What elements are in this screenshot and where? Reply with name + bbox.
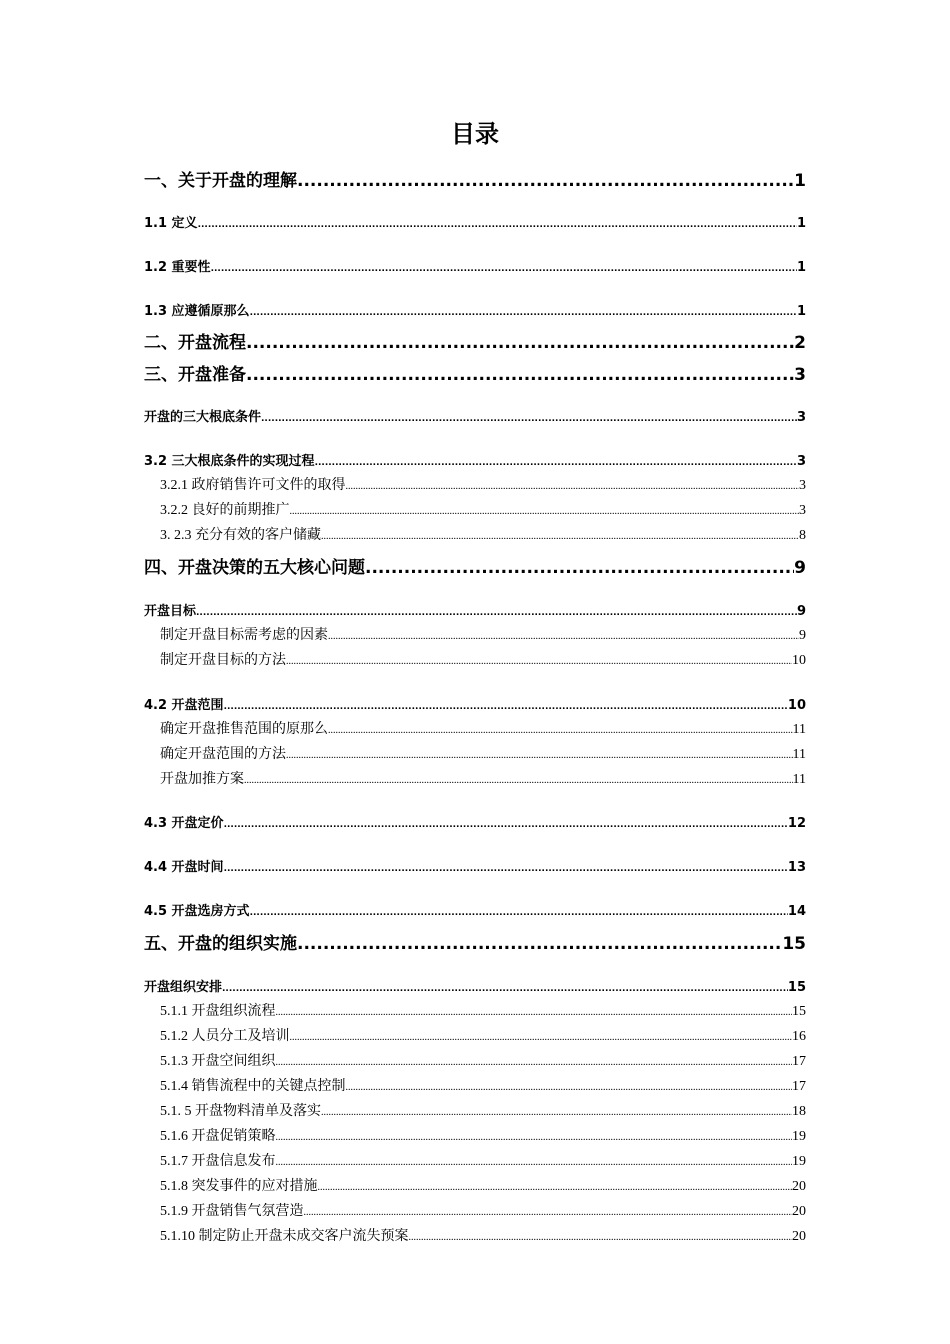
toc-entry-level3[interactable] <box>160 1200 806 1220</box>
toc-entry-label: 3.2.1 政府销售许可文件的取得 <box>160 478 346 493</box>
toc-entry-level3[interactable] <box>160 1075 806 1095</box>
toc-entry-label: 4.5 开盘选房方式 <box>144 904 250 919</box>
toc-entry-label: 一、关于开盘的理解 <box>144 171 297 191</box>
toc-entry-label: 三、开盘准备 <box>144 365 246 385</box>
toc-leader-dots <box>276 1129 793 1145</box>
toc-entry-label: 5.1.1 开盘组织流程 <box>160 1004 276 1019</box>
toc-entry-level2[interactable] <box>144 812 806 830</box>
toc-entry-label: 3.2 三大根底条件的实现过程 <box>144 454 315 469</box>
toc-entry-label: 3.2.2 良好的前期推广 <box>160 503 290 518</box>
toc-leader-dots <box>321 1104 792 1120</box>
toc-entry-level3[interactable] <box>160 474 806 494</box>
toc-leader-dots <box>304 1204 793 1220</box>
toc-entry-label: 开盘目标 <box>144 604 197 619</box>
toc-page-number: 13 <box>787 860 806 875</box>
toc-entry-level3[interactable] <box>160 743 806 763</box>
toc-page-number: 20 <box>792 1229 806 1244</box>
toc-page-number: 10 <box>792 653 806 668</box>
toc-entry-level1[interactable] <box>144 360 806 384</box>
toc-entry-level2[interactable] <box>144 856 806 874</box>
toc-entry-label: 确定开盘推售范围的原那么 <box>160 722 328 737</box>
toc-leader-dots <box>409 1229 793 1245</box>
toc-page-number: 11 <box>792 772 806 787</box>
toc-entry-level3[interactable] <box>160 624 806 644</box>
toc-leader-dots <box>250 904 788 919</box>
toc-entry-level3[interactable] <box>160 1050 806 1070</box>
toc-leader-dots <box>198 216 797 231</box>
toc-entry-level2[interactable] <box>144 406 806 424</box>
toc-entry-level3[interactable] <box>160 1225 806 1245</box>
toc-leader-dots <box>328 722 793 738</box>
toc-leader-dots <box>196 604 797 619</box>
toc-leader-dots <box>321 528 799 544</box>
toc-page-number: 1 <box>796 216 806 231</box>
toc-entry-level1[interactable] <box>144 166 806 190</box>
toc-page-number: 17 <box>792 1079 806 1094</box>
toc-page-number: 19 <box>792 1129 806 1144</box>
toc-entry-label: 开盘组织安排 <box>144 980 223 995</box>
toc-page-number: 15 <box>782 934 806 954</box>
toc-entry-level3[interactable] <box>160 718 806 738</box>
toc-page-number: 1 <box>796 260 806 275</box>
toc-page-number: 15 <box>787 980 806 995</box>
toc-entry-label: 1.3 应遵循原那么 <box>144 304 250 319</box>
toc-entry-level3[interactable] <box>160 1175 806 1195</box>
toc-page-number: 3 <box>796 410 806 425</box>
toc-entry-level3[interactable] <box>160 1000 806 1020</box>
toc-entry-label: 确定开盘范围的方法 <box>160 747 286 762</box>
toc-entry-label: 5.1.9 开盘销售气氛营造 <box>160 1204 304 1219</box>
toc-entry-level2[interactable] <box>144 256 806 274</box>
toc-entry-level3[interactable] <box>160 1125 806 1145</box>
toc-entry-level2[interactable] <box>144 300 806 318</box>
toc-page-number: 9 <box>799 628 806 643</box>
toc-entry-label: 开盘加推方案 <box>160 772 244 787</box>
toc-leader-dots <box>276 1054 793 1070</box>
toc-title: 目录 <box>451 120 499 148</box>
toc-page-number: 11 <box>792 722 806 737</box>
toc-entry-label: 制定开盘目标的方法 <box>160 653 286 668</box>
toc-entry-level3[interactable] <box>160 1150 806 1170</box>
toc-entry-level2[interactable] <box>144 694 806 712</box>
toc-page-number: 8 <box>799 528 806 543</box>
toc-page-number: 18 <box>792 1104 806 1119</box>
toc-page-number: 9 <box>796 604 806 619</box>
toc-leader-dots <box>297 934 782 954</box>
toc-page-number: 1 <box>794 171 806 191</box>
toc-entry-label: 二、开盘流程 <box>144 333 246 353</box>
toc-page-number: 14 <box>787 904 806 919</box>
toc-leader-dots <box>276 1004 793 1020</box>
toc-entry-level3[interactable] <box>160 1025 806 1045</box>
toc-entry-level2[interactable] <box>144 900 806 918</box>
toc-leader-dots <box>286 653 792 669</box>
toc-leader-dots <box>244 772 793 788</box>
toc-page-number: 12 <box>787 816 806 831</box>
toc-page-number: 20 <box>792 1179 806 1194</box>
toc-page-number: 3 <box>799 478 806 493</box>
toc-page-number: 3 <box>799 503 806 518</box>
toc-leader-dots <box>224 860 788 875</box>
toc-entry-label: 5.1.8 突发事件的应对措施 <box>160 1179 318 1194</box>
toc-entry-label: 5.1. 5 开盘物料清单及落实 <box>160 1104 321 1119</box>
toc-entry-label: 开盘的三大根底条件 <box>144 410 262 425</box>
toc-entry-label: 4.3 开盘定价 <box>144 816 224 831</box>
toc-page-number: 19 <box>792 1154 806 1169</box>
toc-entry-label: 五、开盘的组织实施 <box>144 934 297 954</box>
toc-page-number: 2 <box>794 333 806 353</box>
toc-leader-dots <box>261 410 797 425</box>
toc-entry-label: 5.1.4 销售流程中的关键点控制 <box>160 1079 346 1094</box>
toc-leader-dots <box>211 260 797 275</box>
toc-leader-dots <box>318 1179 793 1195</box>
toc-entry-level1[interactable] <box>144 929 806 953</box>
toc-entry-label: 3. 2.3 充分有效的客户储藏 <box>160 528 321 543</box>
toc-page-number: 11 <box>792 747 806 762</box>
toc-leader-dots <box>346 478 800 494</box>
toc-entry-level3[interactable] <box>160 524 806 544</box>
toc-leader-dots <box>276 1154 793 1170</box>
toc-entry-label: 4.4 开盘时间 <box>144 860 224 875</box>
toc-entry-label: 制定开盘目标需考虑的因素 <box>160 628 328 643</box>
toc-entry-level2[interactable] <box>144 212 806 230</box>
toc-page-number: 16 <box>792 1029 806 1044</box>
toc-entry-label: 1.2 重要性 <box>144 260 211 275</box>
toc-entry-level2[interactable] <box>144 600 806 618</box>
toc-entry-label: 5.1.10 制定防止开盘未成交客户流失预案 <box>160 1229 409 1244</box>
toc-entry-label: 5.1.7 开盘信息发布 <box>160 1154 276 1169</box>
toc-leader-dots <box>246 365 794 385</box>
toc-page-number: 20 <box>792 1204 806 1219</box>
toc-entry-level1[interactable] <box>144 328 806 352</box>
toc-leader-dots <box>222 980 788 995</box>
toc-leader-dots <box>224 816 788 831</box>
toc-entry-label: 5.1.3 开盘空间组织 <box>160 1054 276 1069</box>
toc-entry-level1[interactable] <box>144 553 806 577</box>
toc-entry-level2[interactable] <box>144 450 806 468</box>
toc-leader-dots <box>290 1029 793 1045</box>
toc-page-number: 17 <box>792 1054 806 1069</box>
toc-leader-dots <box>328 628 799 644</box>
toc-entry-level3[interactable] <box>160 649 806 669</box>
toc-leader-dots <box>286 747 793 763</box>
toc-leader-dots <box>246 333 794 353</box>
toc-entry-level3[interactable] <box>160 768 806 788</box>
toc-entry-label: 5.1.2 人员分工及培训 <box>160 1029 290 1044</box>
toc-leader-dots <box>297 171 794 191</box>
toc-entry-label: 四、开盘决策的五大核心问题 <box>144 558 365 578</box>
toc-leader-dots <box>250 304 797 319</box>
toc-leader-dots <box>224 698 788 713</box>
toc-leader-dots <box>346 1079 793 1095</box>
toc-leader-dots <box>290 503 800 519</box>
toc-entry-level3[interactable] <box>160 1100 806 1120</box>
toc-page-number: 9 <box>794 558 806 578</box>
toc-entry-label: 1.1 定义 <box>144 216 198 231</box>
toc-page-number: 1 <box>796 304 806 319</box>
toc-entry-level2[interactable] <box>144 976 806 994</box>
toc-page-number: 10 <box>787 698 806 713</box>
toc-page-number: 15 <box>792 1004 806 1019</box>
toc-leader-dots <box>365 558 794 578</box>
toc-entry-level3[interactable] <box>160 499 806 519</box>
toc-page-number: 3 <box>794 365 806 385</box>
toc-page-number: 3 <box>796 454 806 469</box>
toc-leader-dots <box>315 454 797 469</box>
toc-entry-label: 4.2 开盘范围 <box>144 698 224 713</box>
toc-entry-label: 5.1.6 开盘促销策略 <box>160 1129 276 1144</box>
